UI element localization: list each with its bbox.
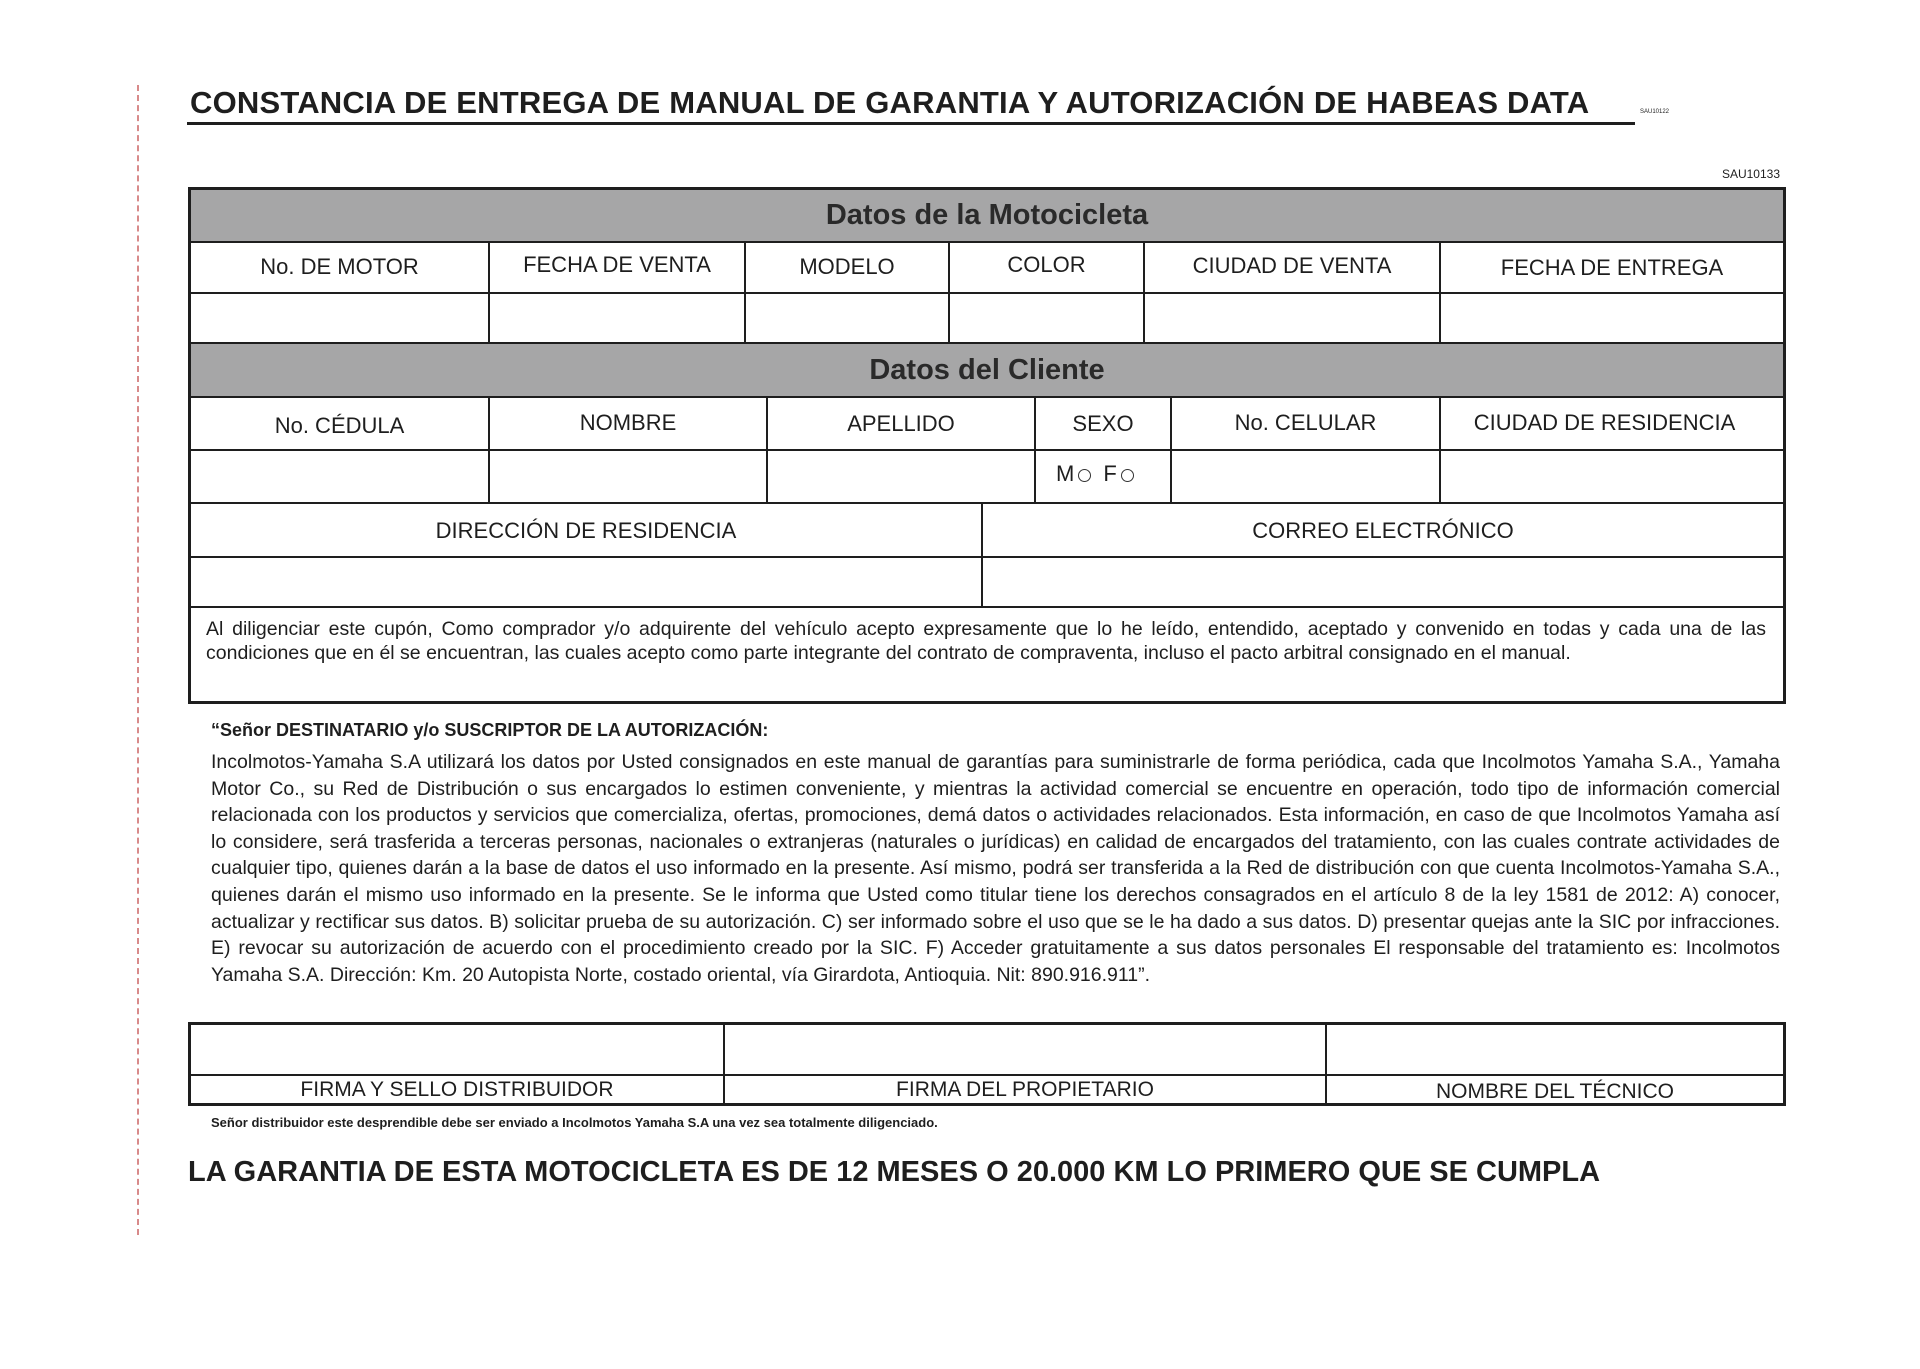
col-modelo: MODELO (799, 254, 895, 279)
col-sexo: SEXO (1072, 411, 1134, 436)
signature-propietario-box[interactable] (725, 1025, 1325, 1074)
col-no-cedula: No. CÉDULA (274, 413, 405, 438)
label-nombre-tecnico: NOMBRE DEL TÉCNICO (1435, 1080, 1675, 1103)
col-no-motor: No. DE MOTOR (260, 254, 419, 279)
label-firma-distribuidor: FIRMA Y SELLO DISTRIBUIDOR (300, 1078, 614, 1101)
distributor-note: Señor distribuidor este desprendible debe ser enviado a Incolmotos Yamaha S.A una vez sea totalmente diligenciado. (211, 1115, 938, 1130)
col-ciudad-venta: CIUDAD DE VENTA (1192, 253, 1392, 278)
input-modelo[interactable] (746, 294, 948, 340)
authorization-body: Incolmotos-Yamaha S.A utilizará los datos por Usted consignados en este manual de garantías para suministrarle de forma periódica, cada que Incolmotos Yamaha S.A., Yamaha Motor Co., su Red de Distribución o sus encargados lo estimen conveniente, y mientras la actividad comercial se encuentre en operación, todo tipo de información comercial relacionada con los productos y servicios que comercializa, ofertas, promociones, demá datos o actividades relacionados. Esta información, en caso de que Incolmotos Yamaha así lo considere, será trasferida a terceras personas, nacionales o extranjeras (naturales o jurídicas) en calidad de encargados del tratamiento, con las cuales contrate actividades de cualquier tipo, quienes darán a la base de datos el uso informado en la presente. Así mismo, podrá ser transferida a la Red de distribución con que cuenta Incolmotos-Yamaha S.A., quienes darán el mismo uso informado en la presente. Se le informa que Usted como titular tiene los derechos consagrados en el artículo 8 de la ley 1581 de 2012: A) conocer, actualizar y rectificar sus datos. B) solicitar prueba de su autorización. C) ser informado sobre el uso que se le ha dado a sus datos. D) presentar quejas ante la SIC por infracciones. E) revocar su autorización de acuerdo con el procedimiento creado por la SIC. F) Acceder gratuitamente a sus datos personales El responsable del tratamiento es: Incolmotos Yamaha S.A. Dirección: Km. 20 Autopista Norte, costado oriental, vía Girardota, Antioquia. Nit: 890.916.911”. (211, 751, 1780, 986)
title-underline (187, 122, 1635, 125)
sexo-m-label: M (1056, 461, 1075, 486)
label-firma-propietario: FIRMA DEL PROPIETARIO (896, 1078, 1154, 1101)
col-ciudad-residencia: CIUDAD DE RESIDENCIA (1473, 410, 1736, 435)
col-fecha-venta: FECHA DE VENTA (523, 252, 711, 277)
col-correo: CORREO ELECTRÓNICO (1252, 518, 1514, 543)
sexo-f-radio[interactable] (1121, 469, 1134, 482)
col-no-celular: No. CELULAR (1234, 410, 1377, 435)
dashed-cut-line (137, 85, 139, 1235)
input-ciudad-residencia[interactable] (1441, 451, 1783, 500)
document-title: CONSTANCIA DE ENTREGA DE MANUAL DE GARANTIA Y AUTORIZACIÓN DE HABEAS DATA (190, 85, 1590, 120)
col-direccion: DIRECCIÓN DE RESIDENCIA (435, 518, 737, 543)
input-apellido[interactable] (768, 451, 1034, 500)
client-section-heading: Datos del Cliente (191, 344, 1783, 396)
form-code: SAU10133 (1721, 167, 1780, 181)
col-color: COLOR (1007, 252, 1086, 277)
input-no-motor[interactable] (191, 294, 488, 340)
authorization-title: “Señor DESTINATARIO y/o SUSCRIPTOR DE LA AUTORIZACIÓN: (211, 720, 769, 740)
signature-table (188, 1022, 1786, 1106)
warranty-statement: LA GARANTIA DE ESTA MOTOCICLETA ES DE 12 MESES O 20.000 KM LO PRIMERO QUE SE CUMPLA (188, 1156, 1601, 1188)
acceptance-terms: Al diligenciar este cupón, Como comprador y/o adquirente del vehículo acepto expresamente que lo he leído, entendido, aceptado y convenido en todas y cada una de las condiciones que en él se encuentran, las cuales acepto como parte integrante del contrato de compraventa, incluso el pacto arbitral consignado en el manual. (206, 618, 1766, 664)
input-fecha-entrega[interactable] (1441, 294, 1783, 340)
input-ciudad-venta[interactable] (1145, 294, 1439, 340)
input-correo[interactable] (983, 558, 1783, 604)
registration-form (188, 187, 1786, 704)
form-code-small: SAU10122 (1640, 109, 1670, 115)
input-fecha-venta[interactable] (490, 294, 744, 340)
input-color[interactable] (950, 294, 1143, 340)
input-no-celular[interactable] (1172, 451, 1439, 500)
col-nombre: NOMBRE (579, 410, 677, 435)
col-apellido: APELLIDO (847, 411, 955, 436)
input-no-cedula[interactable] (191, 451, 488, 500)
sexo-options (1056, 461, 1146, 487)
signature-distribuidor-box[interactable] (191, 1025, 723, 1074)
sexo-m-radio[interactable] (1078, 469, 1091, 482)
col-fecha-entrega: FECHA DE ENTREGA (1500, 255, 1724, 280)
input-direccion[interactable] (191, 558, 981, 604)
sexo-f-label: F (1103, 461, 1117, 486)
input-nombre[interactable] (490, 451, 766, 500)
moto-section-heading: Datos de la Motocicleta (191, 190, 1783, 241)
nombre-tecnico-box[interactable] (1327, 1025, 1783, 1074)
